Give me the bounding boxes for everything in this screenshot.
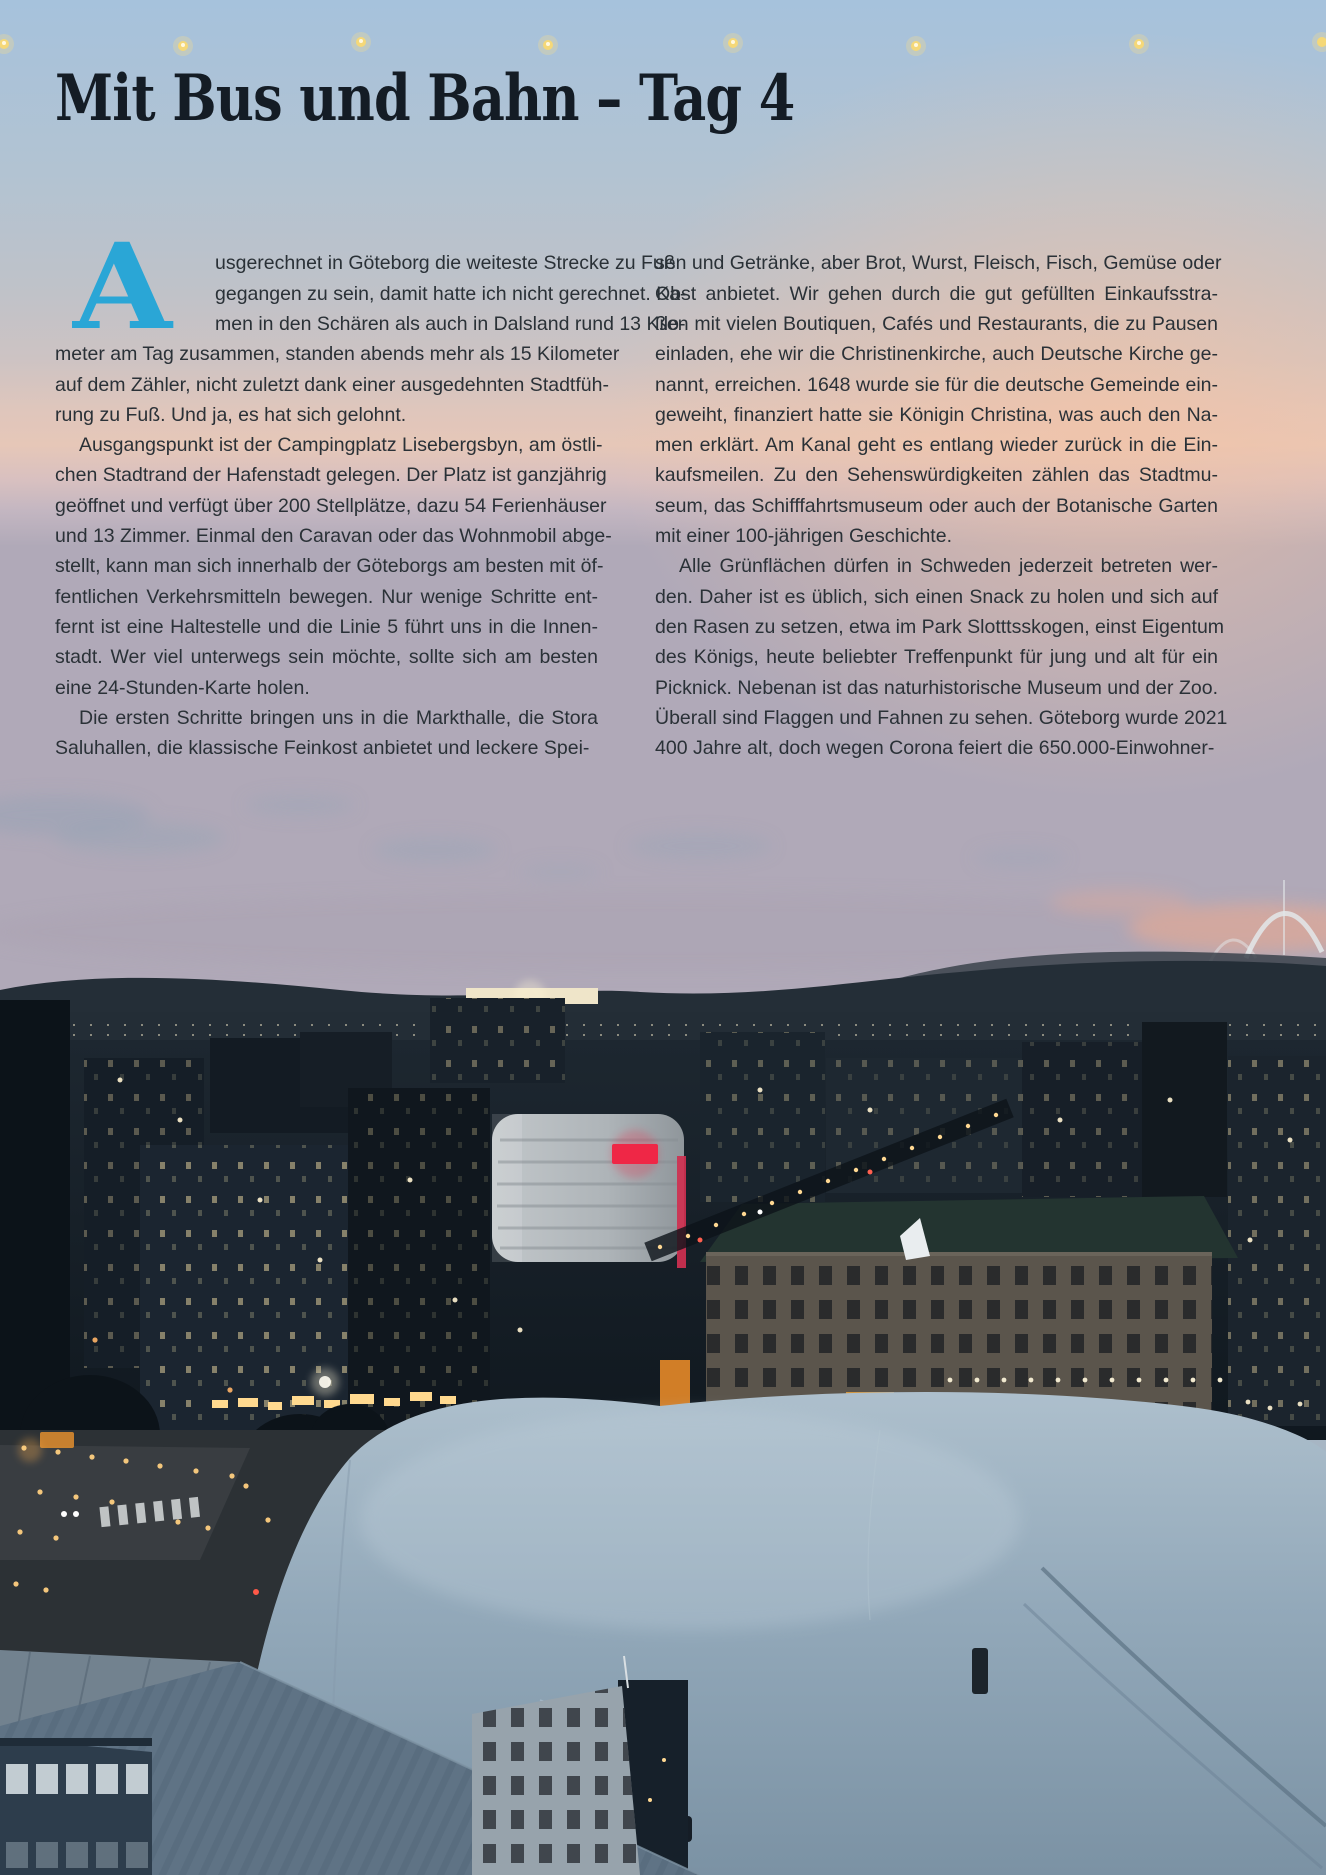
body-text-line: auf dem Zähler, nicht zuletzt dank einer ausgedehnten Stadtfüh- (55, 373, 609, 396)
body-text-line: kaufsmeilen. Zu den Sehenswürdigkeiten zählen das Stadtmu- (655, 464, 1218, 487)
article (55, 61, 1228, 763)
text-columns (55, 217, 1228, 763)
body-text-line: Die ersten Schritte bringen uns in die Markthalle, die Stora (79, 706, 598, 729)
page-title-text: Mit Bus und Bahn – Tag 4 (55, 61, 795, 136)
body-text-line: ßen mit vielen Boutiquen, Cafés und Restaurants, die zu Pausen (655, 312, 1218, 335)
body-text-line: stadt. Wer viel unterwegs sein möchte, sollte sich am besten (55, 646, 598, 669)
paragraph (55, 430, 612, 703)
body-text-line: meter am Tag zusammen, standen abends mehr als 15 Kilometer (55, 343, 620, 366)
body-text-line: usgerechnet in Göteborg die weiteste Strecke zu Fuß (215, 252, 676, 275)
body-text-line: men in den Schären als auch in Dalsland rund 13 Kilo- (215, 312, 686, 335)
body-text-line: den Rasen zu setzen, etwa im Park Slotttsskogen, einst Eigentum (655, 615, 1225, 638)
body-text-line: chen Stadtrand der Hafenstadt gelegen. Der Platz ist ganzjährig (55, 464, 607, 487)
paragraph (55, 703, 598, 764)
drop-cap: A (73, 217, 172, 357)
body-text-line: Überall sind Flaggen und Fahnen zu sehen. Göteborg wurde 2021 (655, 706, 1228, 729)
body-text-line: nannt, erreichen. 1648 wurde sie für die deutsche Gemeinde ein- (655, 373, 1218, 396)
body-text-line: 400 Jahre alt, doch wegen Corona feiert die 650.000-Einwohner- (655, 737, 1215, 760)
body-text-line: Obst anbietet. Wir gehen durch die gut gefüllten Einkaufsstra- (655, 282, 1218, 305)
body-text-line: des Königs, heute beliebter Treffenpunkt für jung und alt für ein (655, 646, 1218, 669)
body-text-line: rung zu Fuß. Und ja, es hat sich gelohnt. (55, 403, 407, 426)
page-title (55, 61, 1218, 136)
body-text-line: stellt, kann man sich innerhalb der Göteborgs am besten mit öf- (55, 555, 604, 578)
scandic-sign (612, 1144, 658, 1164)
body-text-line: sen und Getränke, aber Brot, Wurst, Fleisch, Fisch, Gemüse oder (655, 252, 1222, 275)
body-text-line: fernt ist eine Haltestelle und die Linie 5 führt uns in die Innen- (55, 615, 598, 638)
body-text-line: mit einer 100-jährigen Geschichte. (655, 525, 952, 548)
body-text-line: Saluhallen, die klassische Feinkost anbietet und leckere Spei- (55, 737, 590, 760)
body-text-line: seum, das Schifffahrtsmuseum oder auch der Botanische Garten (655, 494, 1218, 517)
classical-building (700, 1196, 1238, 1416)
body-text-line: men erklärt. Am Kanal geht es entlang wieder zurück in die Ein- (655, 434, 1218, 457)
body-text-line: geweiht, finanziert hatte sie Königin Christina, was auch den Na- (655, 403, 1218, 426)
body-text-line: eine 24-Stunden-Karte holen. (55, 676, 310, 699)
roof-chimney (972, 1648, 988, 1694)
body-text-line: Ausgangspunkt ist der Campingplatz Lisebergsbyn, am östli- (79, 434, 603, 457)
text-column-right (655, 248, 1228, 763)
body-text-line: den. Daher ist es üblich, sich einen Snack zu holen und sich auf (655, 585, 1218, 608)
body-text-line: geöffnet und verfügt über 200 Stellplätze, dazu 54 Ferienhäuser (55, 494, 607, 517)
body-text-line: Picknick. Nebenan ist das naturhistorische Museum und der Zoo. (655, 676, 1218, 699)
body-text-line: und 13 Zimmer. Einmal den Caravan oder das Wohnmobil abge- (55, 525, 612, 548)
bus (40, 1432, 74, 1448)
paragraph (655, 248, 1222, 551)
body-text-line: fentlichen Verkehrsmitteln bewegen. Nur wenige Schritte ent- (55, 585, 598, 608)
paragraph (655, 551, 1228, 763)
text-column-left (55, 217, 687, 763)
body-text-line: gegangen zu sein, damit hatte ich nicht gerechnet. Ka- (215, 282, 687, 305)
body-text-line: einladen, ehe wir die Christinenkirche, auch Deutsche Kirche ge- (655, 343, 1218, 366)
body-text-line: Alle Grünflächen dürfen in Schweden jederzeit betreten wer- (679, 555, 1218, 578)
